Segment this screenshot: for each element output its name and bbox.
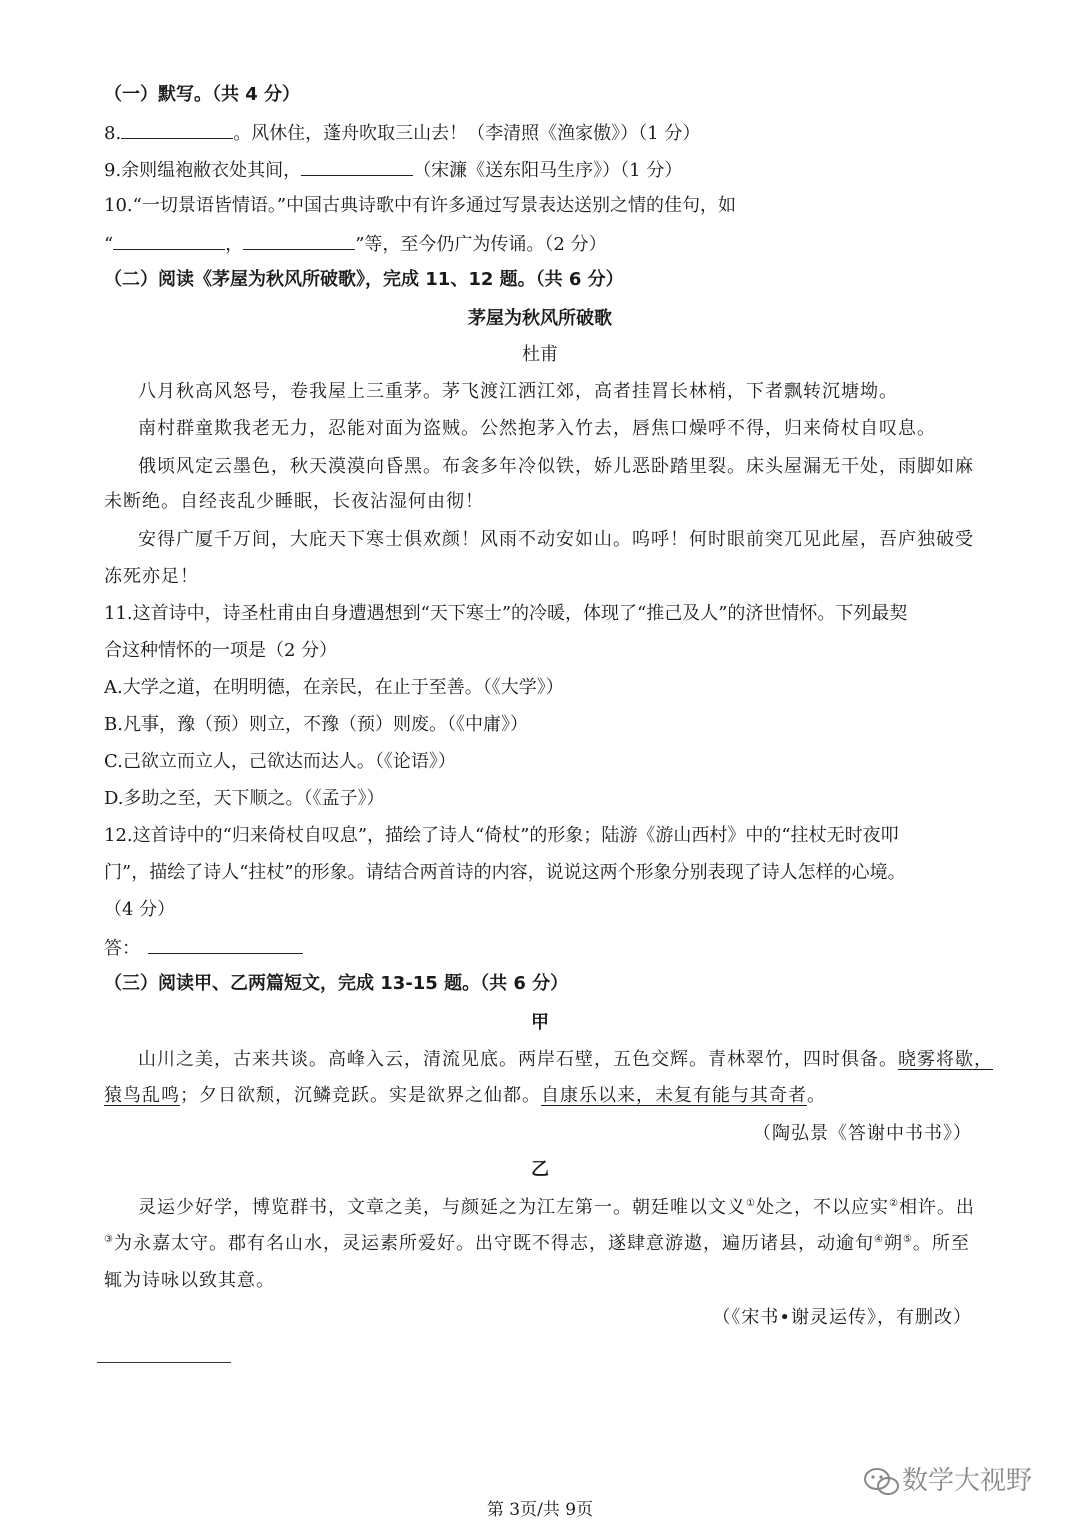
q8-blank — [121, 120, 233, 139]
question-11-line-1: 11.这首诗中，诗圣杜甫由自身遭遇想到“天下寒士”的冷暖，体现了“推己及人”的济世情怀。下列最契 — [104, 603, 908, 624]
q8-text: 。风休住，蓬舟吹取三山去！（李清照《渔家傲》）（1 分） — [233, 123, 701, 144]
footnote-mark-4: ④ — [873, 1234, 884, 1245]
question-11-line-2: 合这种情怀的一项是（2 分） — [104, 640, 338, 661]
jia-text-1: 山川之美，古来共谈。高峰入云，清流见底。两岸石壁，五色交辉。青林翠竹，四时俱备。 — [138, 1049, 898, 1070]
poem-stanza-3-line-1: 俄顷风定云墨色，秋天漠漠向昏黑。布衾多年冷似铁，娇儿恶卧踏里裂。床头屋漏无干处，雨脚如麻 — [138, 456, 974, 477]
q10-blank-2 — [243, 231, 355, 250]
jia-text-3: 。 — [807, 1085, 826, 1106]
jia-underlined-2: 猿鸟乱鸣 — [104, 1085, 180, 1106]
yi-text-4: 为永嘉太守。郡有名山水，灵运素所爱好。出守既不得志，遂肆意游遨，遍历诸县，动逾旬 — [113, 1233, 874, 1254]
footnote-mark-2: ② — [888, 1198, 899, 1209]
q9-text: （宋濂《送东阳马生序》）（1 分） — [413, 160, 683, 181]
poem-author: 杜甫 — [522, 344, 558, 365]
yi-text-3: 相许。出 — [898, 1197, 975, 1218]
q10-open-quote: “ — [104, 234, 114, 255]
q10-comma: ， — [225, 234, 244, 255]
watermark — [862, 1460, 1032, 1498]
section-2-heading: （二）阅读《茅屋为秋风所破歌》，完成 11、12 题。（共 6 分） — [104, 269, 624, 290]
question-12-line-2: 门”，描绘了诗人“拄杖”的形象。请结合两首诗的内容，说说这两个形象分别表现了诗人怎样的心境。 — [104, 862, 906, 883]
q11-option-a: A.大学之道，在明明德，在亲民，在止于至善。（《大学》） — [104, 677, 564, 698]
passage-yi-source: （《宋书•谢灵运传》，有删改） — [712, 1307, 972, 1328]
q11-option-d: D.多助之至，天下顺之。（《孟子》） — [104, 788, 385, 809]
passage-yi-line-2 — [104, 1232, 970, 1256]
passage-yi-line-1 — [138, 1196, 975, 1220]
jia-text-2: ；夕日欲颓，沉鳞竞跃。实是欲界之仙都。 — [180, 1085, 541, 1106]
jia-underlined-1: 晓雾将歇， — [898, 1049, 993, 1070]
passage-jia-title: 甲 — [531, 1012, 549, 1033]
passage-jia-line-2 — [104, 1084, 826, 1108]
q8-number: 8. — [104, 123, 122, 144]
q9-blank — [301, 157, 413, 176]
footnote-mark-5: ⑤ — [902, 1234, 913, 1245]
poem-stanza-4-line-2: 冻死亦足！ — [104, 566, 199, 587]
q11-option-b: B.凡事，豫（预）则立，不豫（预）则废。（《中庸》） — [104, 714, 528, 735]
watermark-text: 数学大视野 — [902, 1466, 1033, 1496]
q9-text-pre: 9.余则缊袍敝衣处其间， — [104, 160, 302, 181]
question-9 — [104, 157, 682, 183]
yi-text-2: 处之，不以应实 — [755, 1197, 889, 1218]
section-3-heading: （三）阅读甲、乙两篇短文，完成 13-15 题。（共 6 分） — [104, 973, 569, 994]
yi-text-6: 。所至 — [912, 1233, 970, 1254]
passage-jia-line-1 — [138, 1048, 993, 1072]
q11-option-c: C.己欲立而立人，己欲达而达人。（《论语》） — [104, 751, 456, 772]
passage-jia-source: （陶弘景《答谢中书书》） — [753, 1123, 972, 1144]
question-10-line-2 — [104, 231, 607, 257]
passage-yi-title: 乙 — [531, 1159, 549, 1180]
poem-stanza-4-line-1: 安得广厦千万间，大庇天下寒士俱欢颜！风雨不动安如山。呜呼！何时眼前突兀见此屋，吾庐独破受 — [138, 529, 974, 550]
question-12-line-3: （4 分） — [104, 899, 176, 920]
q12-answer — [104, 935, 303, 961]
question-8 — [104, 120, 700, 146]
passage-yi-line-3: 辄为诗咏以致其意。 — [104, 1270, 275, 1291]
jia-underlined-3: 自康乐以来，未复有能与其奇者 — [541, 1085, 807, 1106]
yi-text-1: 灵运少好学，博览群书，文章之美，与颜延之为江左第一。朝廷唯以文义 — [138, 1197, 746, 1218]
question-12-line-1: 12.这首诗中的“归来倚杖自叹息”，描绘了诗人“倚杖”的形象；陆游《游山西村》中的“拄杖无时夜叩 — [104, 825, 899, 846]
q12-answer-blank — [148, 935, 303, 954]
poem-stanza-2: 南村群童欺我老无力，忍能对面为盗贼。公然抱茅入竹去，唇焦口燥呼不得，归来倚杖自叹息。 — [138, 418, 936, 439]
footnote-mark-1: ① — [746, 1198, 756, 1209]
section-1-heading: （一）默写。（共 4 分） — [104, 84, 301, 105]
q12-answer-label: 答： — [104, 938, 140, 959]
page-footer: 第 3页/共 9页 — [486, 1500, 594, 1520]
poem-stanza-1: 八月秋高风怒号，卷我屋上三重茅。茅飞渡江洒江郊，高者挂罥长林梢，下者飘转沉塘坳。 — [138, 381, 898, 402]
wechat-icon — [862, 1466, 902, 1498]
footnote-divider — [97, 1362, 231, 1363]
question-10-line-1: 10.“一切景语皆情语。”中国古典诗歌中有许多通过写景表达送别之情的佳句，如 — [104, 195, 737, 216]
yi-text-5: 朔 — [883, 1233, 903, 1254]
poem-stanza-3-line-2: 未断绝。自经丧乱少睡眠，长夜沾湿何由彻！ — [104, 491, 484, 512]
poem-title: 茅屋为秋风所破歌 — [468, 308, 612, 329]
q10-blank-1 — [113, 231, 225, 250]
q10-text: ”等，至今仍广为传诵。（2 分） — [355, 234, 607, 255]
footnote-mark-3: ③ — [104, 1234, 114, 1245]
